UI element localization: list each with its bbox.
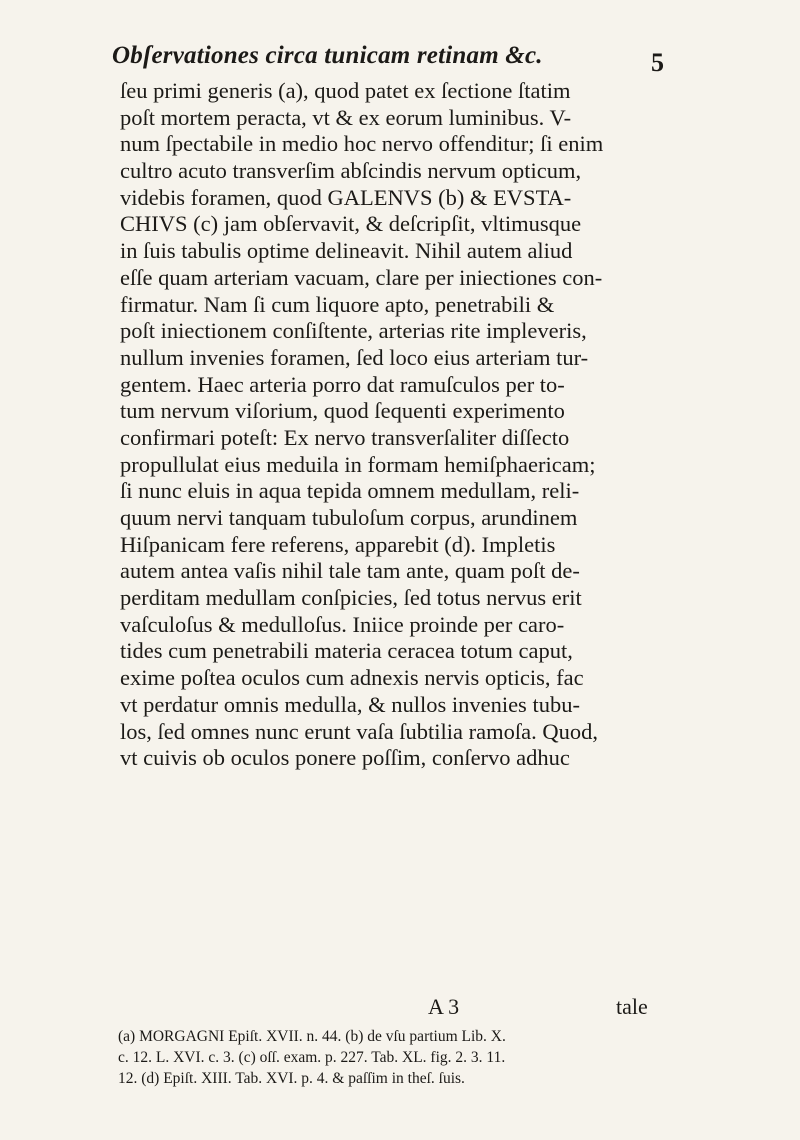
body-text bbox=[120, 78, 660, 772]
text-line: eſſe quam arteriam vacuam, clare per iniectiones con- bbox=[120, 264, 603, 290]
catchword: tale bbox=[616, 994, 648, 1019]
text-line: propullulat eius meduila in formam hemiſphaericam; bbox=[120, 451, 596, 477]
text-line: poſt mortem peracta, vt & ex eorum luminibus. V- bbox=[120, 104, 572, 130]
text-line: ſi nunc eluis in aqua tepida omnem medullam, reli- bbox=[120, 478, 580, 504]
text-line: tides cum penetrabili materia ceracea totum caput, bbox=[120, 638, 573, 664]
text-line: ſeu primi generis (a), quod patet ex ſectione ſtatim bbox=[120, 78, 571, 103]
text-line: autem antea vaſis nihil tale tam ante, quam poſt de- bbox=[120, 558, 580, 584]
text-line: perditam medullam conſpicies, ſed totus nervus erit bbox=[120, 585, 582, 611]
text-line: vaſculoſus & medulloſus. Iniice proinde per caro- bbox=[120, 611, 565, 637]
text-line: CHIVS (c) jam obſervavit, & deſcripſit, vltimusque bbox=[120, 211, 582, 237]
signature-mark: A 3 bbox=[428, 994, 460, 1019]
text-line: confirmari poteſt: Ex nervo transverſaliter diſſecto bbox=[120, 424, 570, 450]
text-line: gentem. Haec arteria porro dat ramuſculos per to- bbox=[120, 371, 565, 397]
text-line: videbis foramen, quod GALENVS (b) & EVSTA- bbox=[120, 184, 572, 210]
text-line: poſt iniectionem conſiſtente, arterias rite impleveris, bbox=[120, 318, 587, 344]
text-line: in ſuis tabulis optime delineavit. Nihil autem aliud bbox=[120, 238, 573, 264]
text-line: los, ſed omnes nunc erunt vaſa ſubtilia ramoſa. Quod, bbox=[120, 718, 599, 744]
text-line: exime poſtea oculos cum adnexis nervis opticis, fac bbox=[120, 665, 584, 691]
text-line: vt cuivis ob oculos ponere poſſim, conſervo adhuc bbox=[120, 745, 570, 771]
text-line: num ſpectabile in medio hoc nervo offenditur; ſi enim bbox=[120, 131, 604, 157]
footnotes bbox=[118, 1026, 678, 1089]
page-number: 5 bbox=[651, 48, 664, 77]
running-title: Obſervationes circa tunicam retinam &c. bbox=[112, 42, 543, 69]
text-line: Hiſpanicam fere referens, apparebit (d). Impletis bbox=[120, 531, 556, 557]
text-line: vt perdatur omnis medulla, & nullos invenies tubu- bbox=[120, 691, 580, 717]
text-line: quum nervi tanquam tubuloſum corpus, arundinem bbox=[120, 505, 578, 530]
text-line: cultro acuto transverſim abſcindis nervum opticum, bbox=[120, 158, 582, 184]
text-line: tum nervum viſorium, quod ſequenti experimento bbox=[120, 398, 565, 424]
footnote-line: (a) MORGAGNI Epiſt. XVII. n. 44. (b) de vſu partium Lib. X. bbox=[118, 1028, 506, 1045]
footnote-line: 12. (d) Epiſt. XIII. Tab. XVI. p. 4. & paſſim in theſ. ſuis. bbox=[118, 1070, 465, 1087]
footnote-line: c. 12. L. XVI. c. 3. (c) oſſ. exam. p. 227. Tab. XL. fig. 2. 3. 11. bbox=[118, 1049, 506, 1066]
text-line: nullum invenies foramen, ſed loco eius arteriam tur- bbox=[120, 344, 589, 370]
text-line: firmatur. Nam ſi cum liquore apto, penetrabili & bbox=[120, 291, 555, 317]
